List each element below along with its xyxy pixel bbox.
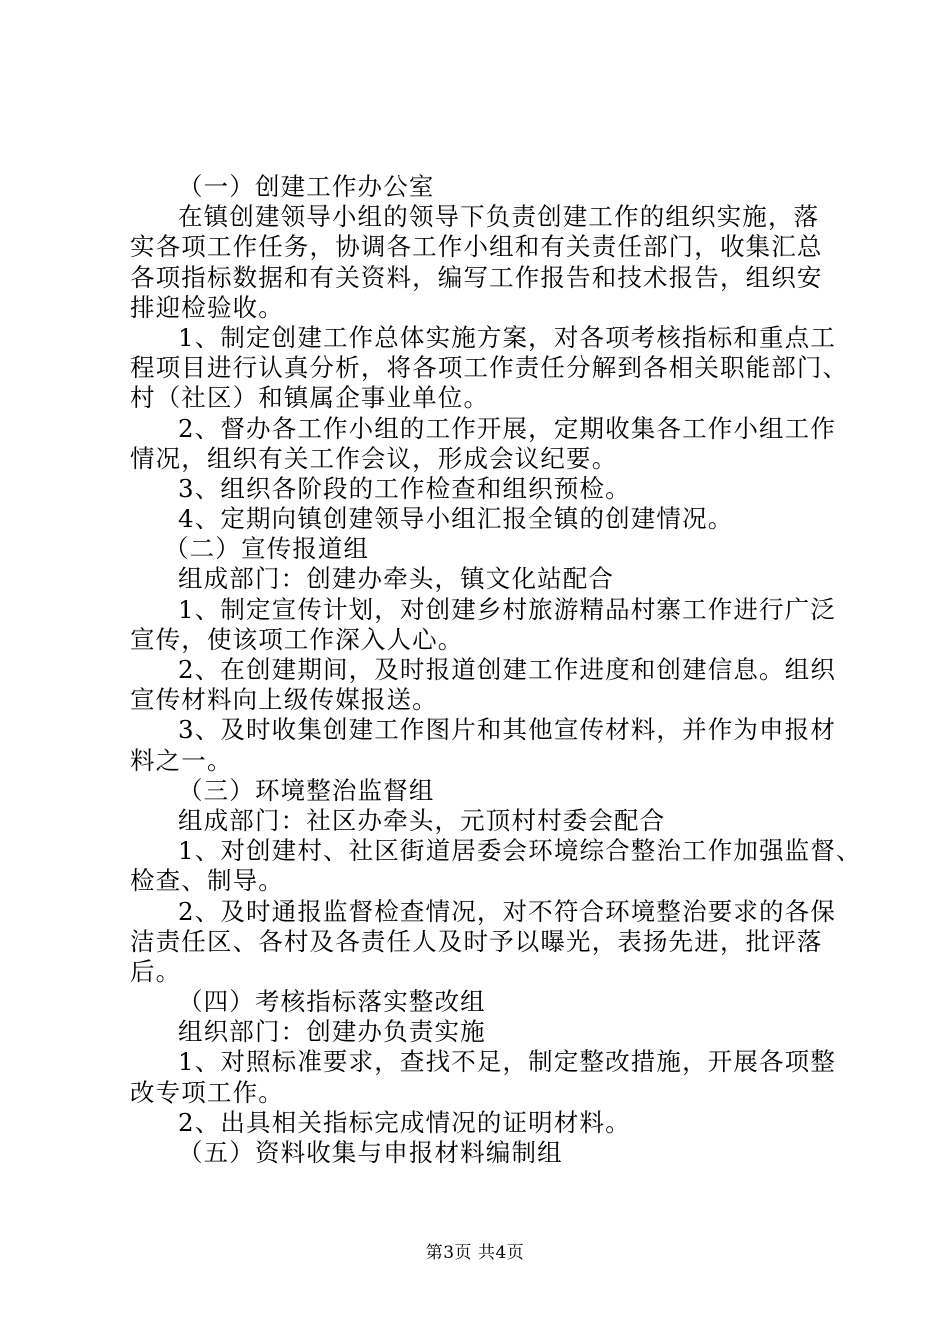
section-heading-environment: （三）环境整治监督组: [178, 775, 435, 805]
department-line: 组成部门：创建办牵头，镇文化站配合: [178, 564, 615, 594]
list-item: 1、对照标准要求，查找不足，制定整改措施，开展各项整: [178, 1047, 836, 1077]
list-item: 2、在创建期间，及时报道创建工作进度和创建信息。组织: [178, 655, 836, 684]
paragraph-line: 程项目进行认真分析，将各项工作责任分解到各相关职能部门、: [130, 353, 849, 383]
paragraph-line: 在镇创建领导小组的领导下负责创建工作的组织实施，落: [178, 202, 820, 232]
paragraph-line: 各项指标数据和有关资料，编写工作报告和技术报告，组织安: [130, 262, 823, 292]
paragraph-line: 洁责任区、各村及各责任人及时予以曝光，表扬先进，批评落: [130, 926, 823, 956]
paragraph-line: 宣传材料向上级传媒报送。: [130, 685, 438, 715]
paragraph-line: 料之一。: [130, 745, 233, 775]
section-heading-assessment: （四）考核指标落实整改组: [178, 987, 486, 1017]
paragraph-line: 后。: [130, 956, 182, 986]
list-item: 2、督办各工作小组的工作开展，定期收集各工作小组工作: [178, 413, 836, 443]
paragraph-line: 宣传，使该项工作深入人心。: [130, 624, 464, 654]
paragraph-line: 检查、制导。: [130, 866, 284, 896]
list-item: 4、定期向镇创建领导小组汇报全镇的创建情况。: [178, 504, 734, 534]
list-item: 1、对创建村、社区街道居委会环境综合整治工作加强监督、: [178, 836, 862, 866]
paragraph-line: 排迎检验收。: [130, 292, 284, 322]
paragraph-line: 改专项工作。: [130, 1077, 284, 1107]
section-heading-publicity: （二）宣传报道组: [164, 534, 370, 564]
list-item: 3、及时收集创建工作图片和其他宣传材料，并作为申报材: [178, 715, 836, 745]
list-item: 2、及时通报监督检查情况，对不符合环境整治要求的各保: [178, 896, 836, 926]
list-item: 2、出具相关指标完成情况的证明材料。: [178, 1107, 631, 1137]
paragraph-line: 村（社区）和镇属企事业单位。: [130, 383, 490, 413]
paragraph-line: 情况，组织有关工作会议，形成会议纪要。: [130, 443, 618, 473]
page-number-footer: 第3页 共4页: [425, 1243, 525, 1263]
list-item: 1、制定创建工作总体实施方案，对各项考核指标和重点工: [178, 322, 836, 352]
department-line: 组织部门：创建办负责实施: [178, 1017, 486, 1047]
paragraph-line: 实各项工作任务，协调各工作小组和有关责任部门，收集汇总: [130, 232, 823, 262]
list-item: 3、组织各阶段的工作检查和组织预检。: [178, 473, 631, 503]
section-heading-office: （一）创建工作办公室: [178, 172, 435, 201]
list-item: 1、制定宣传计划，对创建乡村旅游精品村寨工作进行广泛: [178, 594, 836, 624]
section-heading-materials: （五）资料收集与申报材料编制组: [178, 1138, 563, 1167]
document-body: [130, 172, 862, 1168]
department-line: 组成部门：社区办牵头，元顶村村委会配合: [178, 805, 666, 835]
